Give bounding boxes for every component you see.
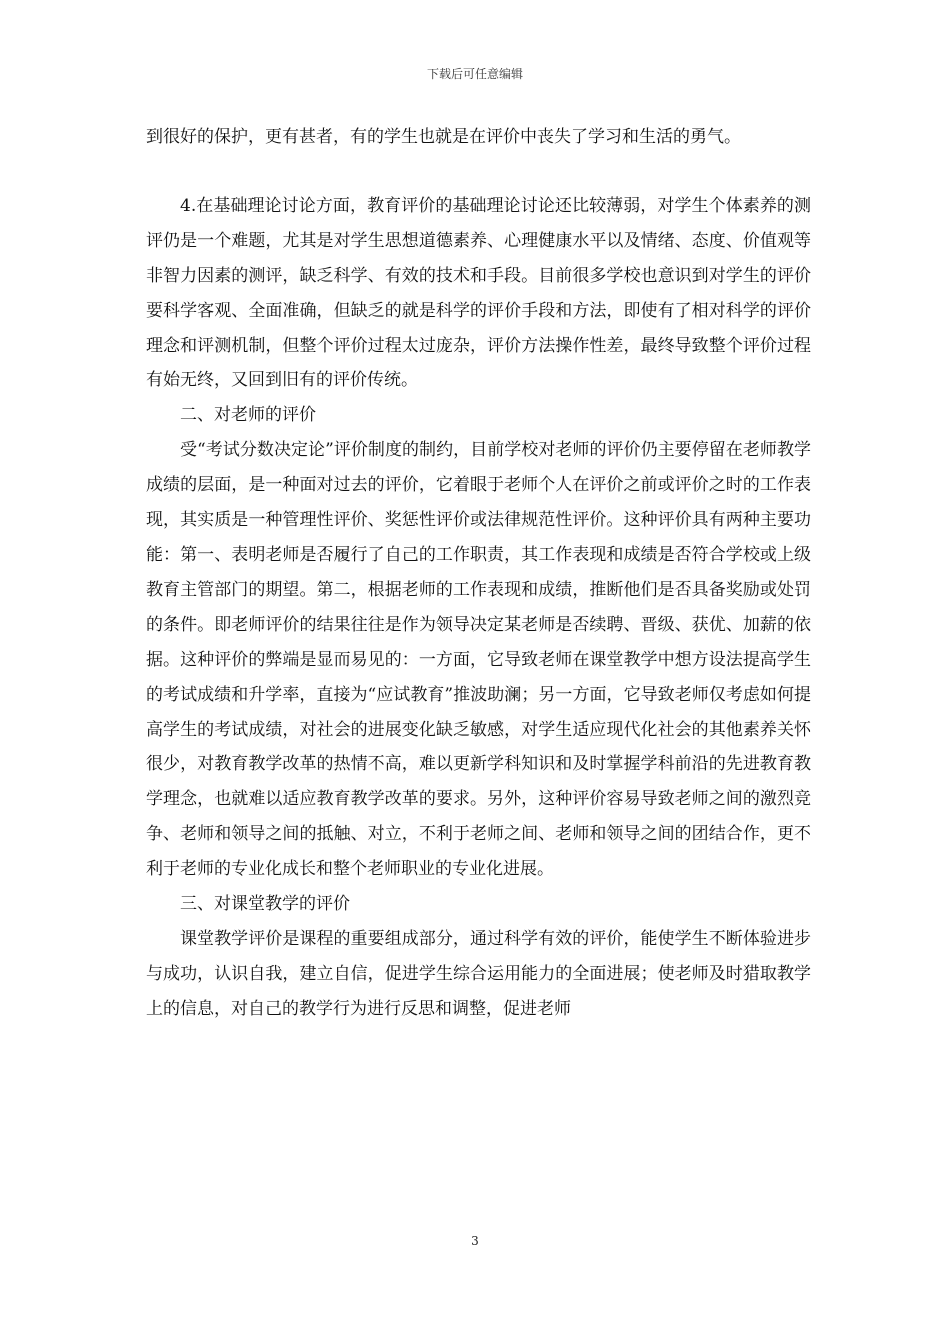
paragraph-classroom-evaluation: 课堂教学评价是课程的重要组成部分，通过科学有效的评价，能使学生不断体验进步与成功，认识自我，建立自信，促进学生综合运用能力的全面进展；使老师及时猎取教学上的信息，对自己的教学行为进行反思和调整，促进老师 [146,928,811,1019]
paragraph-item-4: 4.在基础理论讨论方面，教育评价的基础理论讨论还比较薄弱，对学生个体素养的测评仍是一个难题，尤其是对学生思想道德素养、心理健康水平以及情绪、态度、价值观等非智力因素的测评，缺乏科学、有效的技术和手段。目前很多学校也意识到对学生的评价要科学客观、全面准确，但缺乏的就是科学的评价手段和方法，即使有了相对科学的评价理念和评测机制，但整个评价过程太过庞杂，评价方法操作性差，最终导致整个评价过程有始无终，又回到旧有的评价传统。 [146,195,811,391]
section-heading-teacher-evaluation: 二、对老师的评价 [180,405,316,426]
paragraph-teacher-evaluation: 受“考试分数决定论”评价制度的制约，目前学校对老师的评价仍主要停留在老师教学成绩的层面，是一种面对过去的评价，它着眼于老师个人在评价之前或评价之时的工作表现，其实质是一种管理性评价、奖惩性评价或法律规范性评价。这种评价具有两种主要功能：第一、表明老师是否履行了自己的工作职责，其工作表现和成绩是否符合学校或上级教育主管部门的期望。第二，根据老师的工作表现和成绩，推断他们是否具备奖励或处罚的条件。即老师评价的结果往往是作为领导决定某老师是否续聘、晋级、获优、加薪的依据。这种评价的弊端是显而易见的：一方面，它导致老师在课堂教学中想方设法提高学生的考试成绩和升学率，直接为“应试教育”推波助澜；另一方面，它导致老师仅考虑如何提高学生的考试成绩，对社会的进展变化缺乏敏感，对学生适应现代化社会的其他素养关怀很少，对教育教学改革的热情不高，难以更新学科知识和及时掌握学科前沿的先进教育教学理念，也就难以适应教育教学改革的要求。另外，这种评价容易导致老师之间的激烈竞争、老师和领导之间的抵触、对立，不利于老师之间、老师和领导之间的团结合作，更不利于老师的专业化成长和整个老师职业的专业化进展。 [146,440,811,880]
page-header: 下载后可任意编辑 [426,67,523,81]
page-number: 3 [471,1234,479,1248]
section-heading-classroom-evaluation: 三、对课堂教学的评价 [180,894,350,915]
paragraph-continuation: 到很好的保护，更有甚者，有的学生也就是在评价中丧失了学习和生活的勇气。 [146,127,741,147]
body-text [146,120,811,1027]
